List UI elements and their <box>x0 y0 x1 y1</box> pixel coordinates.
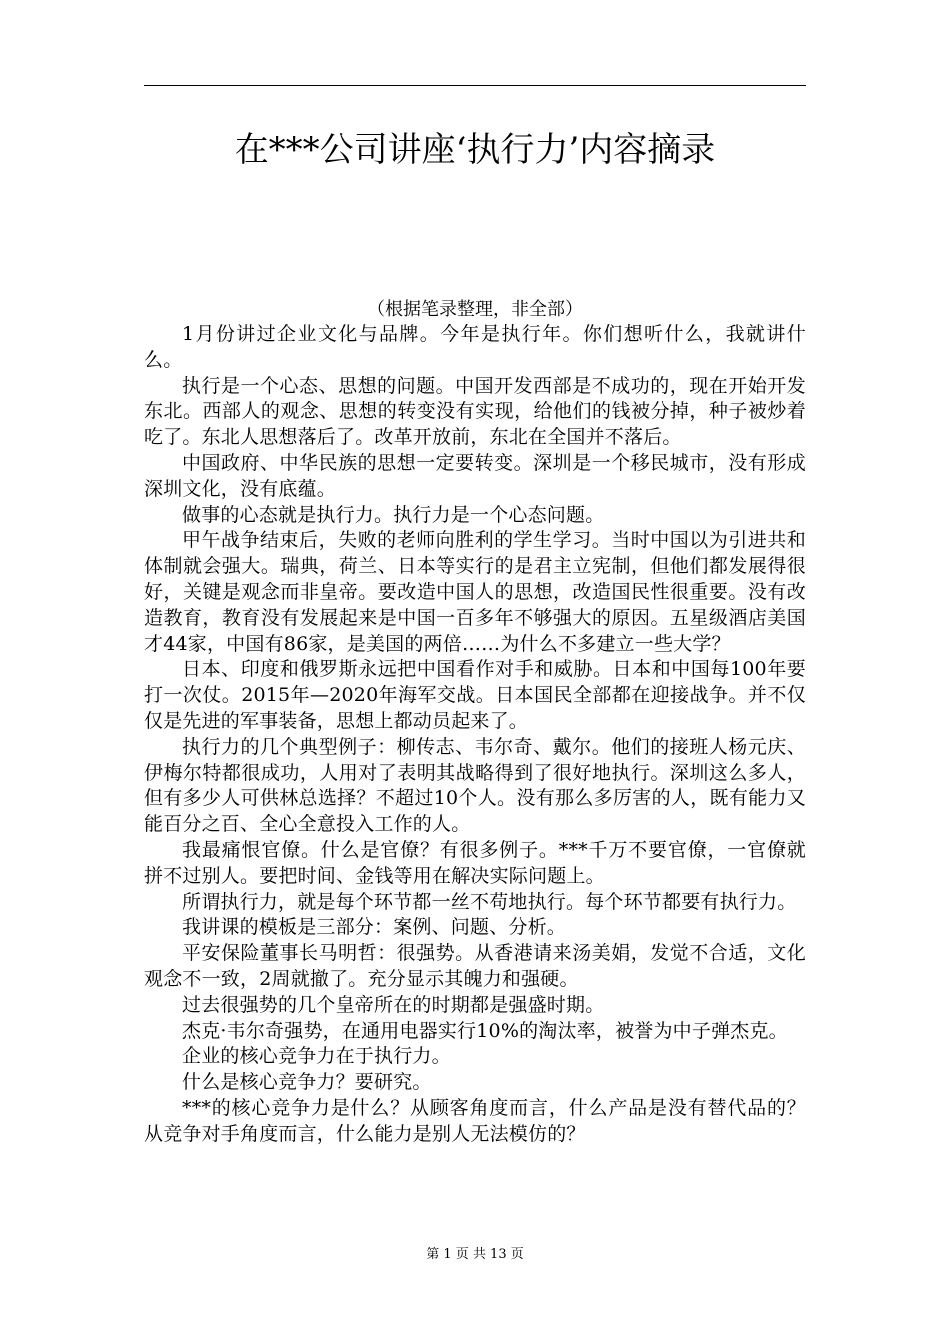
paragraph: 执行力的几个典型例子：柳传志、韦尔奇、戴尔。他们的接班人杨元庆、伊梅尔特都很成功，人用对了表明其战略得到了很好地执行。深圳这么多人，但有多少人可供林总选择？不超过10个人。没有那么多厉害的人，既有能力又能百分之百、全心全意投入工作的人。 <box>144 735 806 836</box>
paragraph: 做事的心态就是执行力。执行力是一个心态问题。 <box>182 503 605 526</box>
paragraph: 平安保险董事长马明哲：很强势。从香港请来汤美娟，发觉不合适，文化观念不一致，2周就撤了。充分显示其魄力和强硬。 <box>144 942 806 990</box>
document-subtitle: （根据笔录整理，非全部） <box>367 299 583 320</box>
document-title: 在***公司讲座‘执行力’内容摘录 <box>234 130 716 170</box>
paragraph: 所谓执行力，就是每个环节都一丝不苟地执行。每个环节都要有执行力。 <box>182 890 797 913</box>
paragraph: 中国政府、中华民族的思想一定要转变。深圳是一个移民城市，没有形成深圳文化，没有底蕴。 <box>144 451 806 500</box>
paragraph: 日本、印度和俄罗斯永远把中国看作对手和威胁。日本和中国每100年要打一次仗。2015年—2020年海军交战。日本国民全部都在迎接战争。并不仅仅是先进的军事装备，思想上都动员起来了。 <box>144 658 806 732</box>
paragraph: 甲午战争结束后，失败的老师向胜利的学生学习。当时中国以为引进共和体制就会强大。瑞典，荷兰、日本等实行的是君主立宪制，但他们都发展得很好，关键是观念而非皇帝。要改造中国人的思想，改造国民性很重要。没有改造教育，教育没有发展起来是中国一百多年不够强大的原因。五星级酒店美国才44家，中国有86家，是美国的两倍……为什么不多建立一些大学？ <box>144 529 806 655</box>
paragraph: 过去很强势的几个皇帝所在的时期都是强盛时期。 <box>182 993 605 1016</box>
paragraph: 我最痛恨官僚。什么是官僚？有很多例子。***千万不要官僚，一官僚就拼不过别人。要把时间、金钱等用在解决实际问题上。 <box>144 838 806 887</box>
paragraph: 1月份讲过企业文化与品牌。今年是执行年。你们想听什么，我就讲什么。 <box>144 323 806 371</box>
paragraph: 什么是核心竞争力？要研究。 <box>182 1071 432 1094</box>
paragraph: ***的核心竞争力是什么？从顾客角度而言，什么产品是没有替代品的？从竞争对手角度而言，什么能力是别人无法模仿的？ <box>144 1096 806 1145</box>
document-body <box>144 322 806 1148</box>
paragraph: 执行是一个心态、思想的问题。中国开发西部是不成功的，现在开始开发东北。西部人的观念、思想的转变没有实现，给他们的钱被分掉，种子被炒着吃了。东北人思想落后了。改革开放前，东北在全国并不落后。 <box>144 374 806 449</box>
paragraph: 企业的核心竞争力在于执行力。 <box>182 1045 451 1068</box>
paragraph: 我讲课的模板是三部分：案例、问题、分析。 <box>182 916 567 939</box>
paragraph: 杰克·韦尔奇强势，在通用电器实行10%的淘汰率，被誉为中子弹杰克。 <box>182 1019 788 1042</box>
page-footer: 第 1 页 共 13 页 <box>426 1247 524 1262</box>
header-rule <box>144 85 806 86</box>
